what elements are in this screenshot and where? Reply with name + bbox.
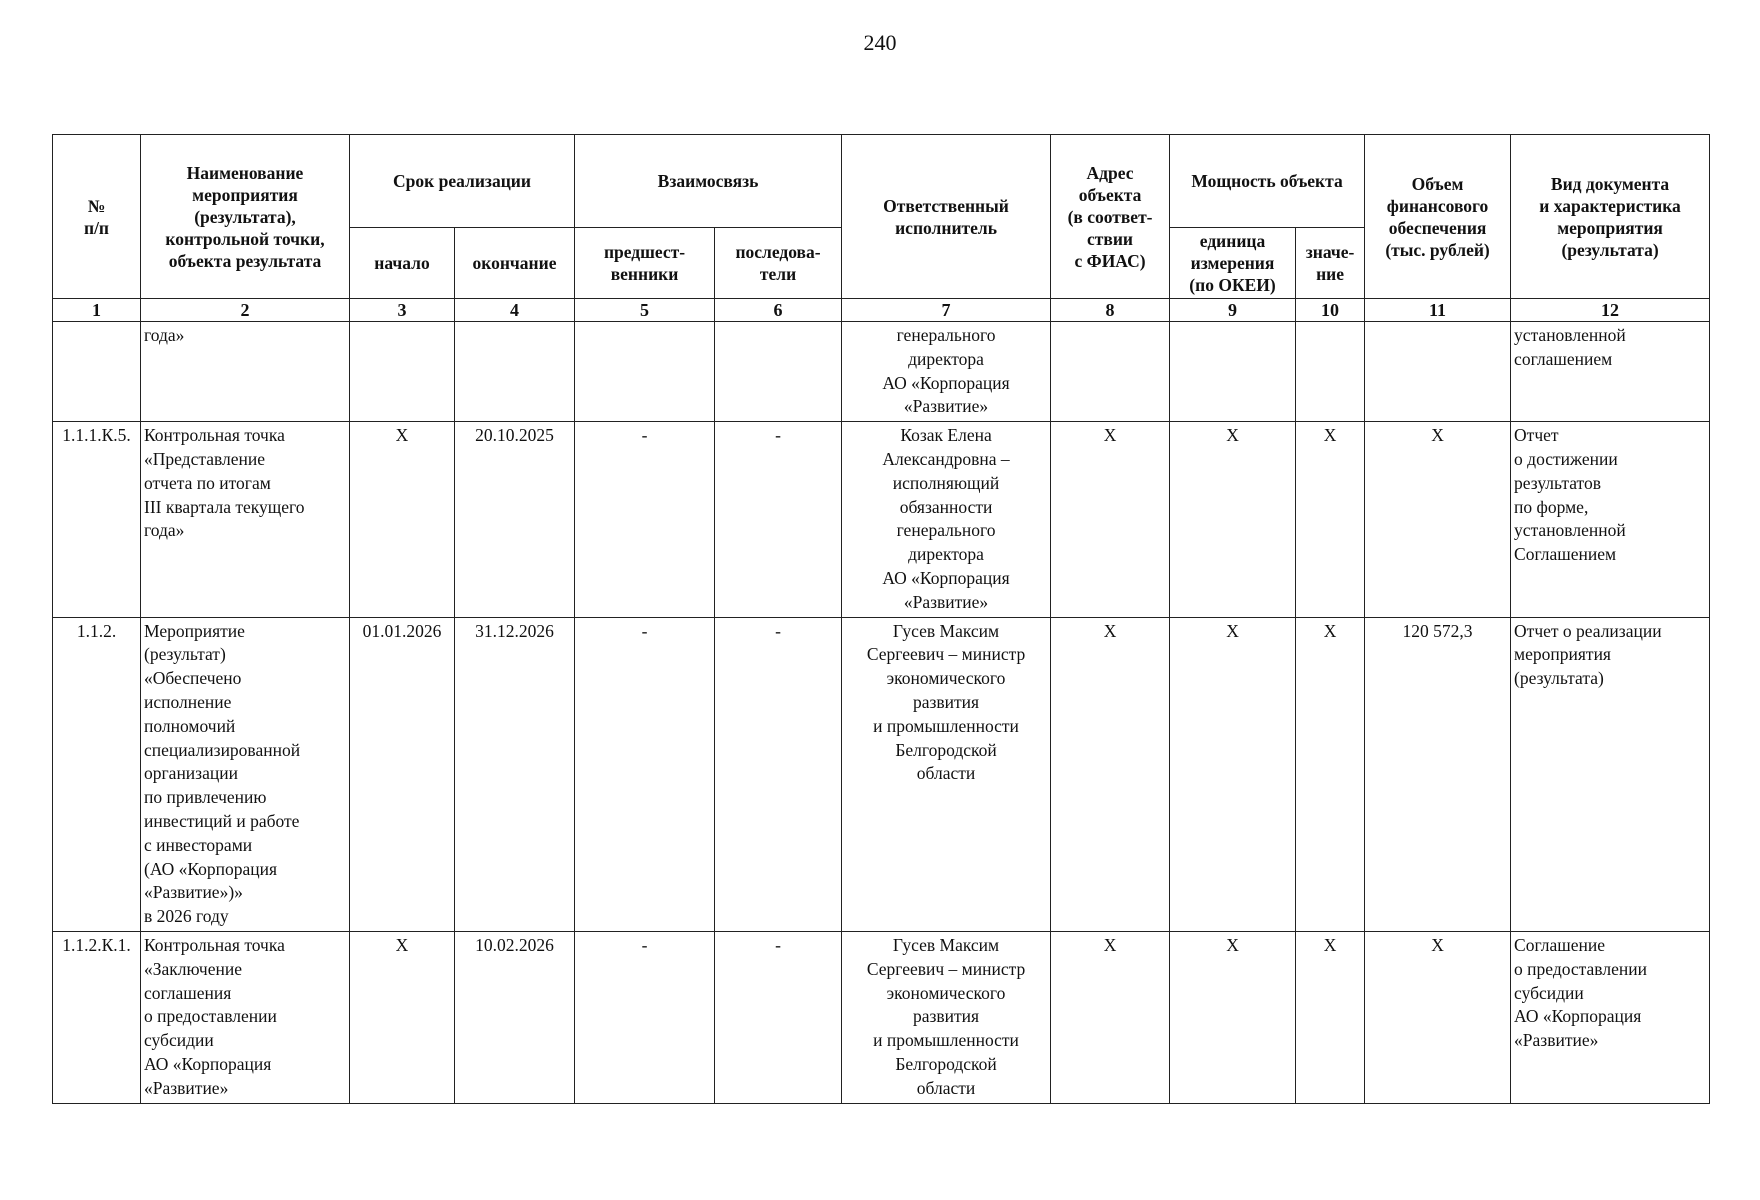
cell-responsible: Гусев Максим Сергеевич – министр экономического развития и промышленности Белгородской области — [842, 617, 1051, 931]
cell-address — [1051, 322, 1170, 422]
column-number: 7 — [842, 299, 1051, 322]
cell-start — [350, 322, 455, 422]
cell-num: 1.1.2.К.1. — [53, 931, 141, 1103]
cell-doc: установленной соглашением — [1511, 322, 1710, 422]
column-number: 3 — [350, 299, 455, 322]
header-name: Наименование мероприятия (результата), контрольной точки, объекта результата — [141, 135, 350, 299]
cell-value: X — [1296, 931, 1365, 1103]
header-finance: Объем финансового обеспечения (тыс. рублей) — [1365, 135, 1511, 299]
column-number: 1 — [53, 299, 141, 322]
cell-doc: Отчет о реализации мероприятия (результата) — [1511, 617, 1710, 931]
cell-responsible: генерального директора АО «Корпорация «Развитие» — [842, 322, 1051, 422]
column-number: 12 — [1511, 299, 1710, 322]
column-number: 8 — [1051, 299, 1170, 322]
table-row — [53, 931, 1710, 1103]
header-capacity-value: значе- ние — [1296, 228, 1365, 299]
cell-num: 1.1.2. — [53, 617, 141, 931]
column-number: 6 — [715, 299, 842, 322]
cell-start: X — [350, 931, 455, 1103]
page-number: 240 — [863, 30, 897, 55]
cell-prev: - — [575, 931, 715, 1103]
column-number: 2 — [141, 299, 350, 322]
cell-responsible: Гусев Максим Сергеевич – министр экономического развития и промышленности Белгородской области — [842, 931, 1051, 1103]
cell-unit — [1170, 322, 1296, 422]
cell-end: 20.10.2025 — [455, 422, 575, 617]
header-link-next: последова- тели — [715, 228, 842, 299]
table-row — [53, 617, 1710, 931]
cell-doc: Отчет о достижении результатов по форме, установленной Соглашением — [1511, 422, 1710, 617]
table-row — [53, 322, 1710, 422]
column-number: 9 — [1170, 299, 1296, 322]
cell-address: X — [1051, 931, 1170, 1103]
header-num: № п/п — [53, 135, 141, 299]
cell-name: Контрольная точка «Заключение соглашения о предоставлении субсидии АО «Корпорация «Развитие» — [141, 931, 350, 1103]
header-capacity: Мощность объекта — [1170, 135, 1365, 228]
header-doc-type: Вид документа и характеристика мероприятия (результата) — [1511, 135, 1710, 299]
cell-next: - — [715, 617, 842, 931]
cell-name: Контрольная точка «Представление отчета по итогам III квартала текущего года» — [141, 422, 350, 617]
header-term-end: окончание — [455, 228, 575, 299]
cell-prev — [575, 322, 715, 422]
cell-finance — [1365, 322, 1511, 422]
cell-num: 1.1.1.К.5. — [53, 422, 141, 617]
table-row — [53, 422, 1710, 617]
cell-end: 10.02.2026 — [455, 931, 575, 1103]
header-term: Срок реализации — [350, 135, 575, 228]
cell-address: X — [1051, 422, 1170, 617]
cell-finance: 120 572,3 — [1365, 617, 1511, 931]
cell-unit: X — [1170, 931, 1296, 1103]
cell-value: X — [1296, 617, 1365, 931]
cell-value: X — [1296, 422, 1365, 617]
cell-next: - — [715, 422, 842, 617]
cell-unit: X — [1170, 617, 1296, 931]
cell-end: 31.12.2026 — [455, 617, 575, 931]
column-number: 11 — [1365, 299, 1511, 322]
column-number: 4 — [455, 299, 575, 322]
cell-num — [53, 322, 141, 422]
cell-unit: X — [1170, 422, 1296, 617]
column-number: 5 — [575, 299, 715, 322]
activities-table — [52, 134, 1710, 1104]
column-numbers-row — [53, 299, 1710, 322]
cell-finance: X — [1365, 931, 1511, 1103]
header-link: Взаимосвязь — [575, 135, 842, 228]
cell-prev: - — [575, 422, 715, 617]
header-row-1 — [53, 135, 1710, 228]
cell-finance: X — [1365, 422, 1511, 617]
column-number: 10 — [1296, 299, 1365, 322]
cell-responsible: Козак Елена Александровна – исполняющий обязанности генерального директора АО «Корпорация «Развитие» — [842, 422, 1051, 617]
cell-start: 01.01.2026 — [350, 617, 455, 931]
cell-doc: Соглашение о предоставлении субсидии АО «Корпорация «Развитие» — [1511, 931, 1710, 1103]
cell-name: года» — [141, 322, 350, 422]
cell-name: Мероприятие (результат) «Обеспечено исполнение полномочий специализированной организации по привлечению инвестиций и работе с инвесторами (АО «Корпорация «Развитие»)» в 2026 году — [141, 617, 350, 931]
header-responsible: Ответственный исполнитель — [842, 135, 1051, 299]
header-term-start: начало — [350, 228, 455, 299]
header-link-prev: предшест- венники — [575, 228, 715, 299]
cell-value — [1296, 322, 1365, 422]
header-capacity-unit: единица измерения (по ОКЕИ) — [1170, 228, 1296, 299]
cell-start: X — [350, 422, 455, 617]
cell-end — [455, 322, 575, 422]
cell-next — [715, 322, 842, 422]
header-address: Адрес объекта (в соответ- ствии с ФИАС) — [1051, 135, 1170, 299]
cell-prev: - — [575, 617, 715, 931]
cell-next: - — [715, 931, 842, 1103]
cell-address: X — [1051, 617, 1170, 931]
